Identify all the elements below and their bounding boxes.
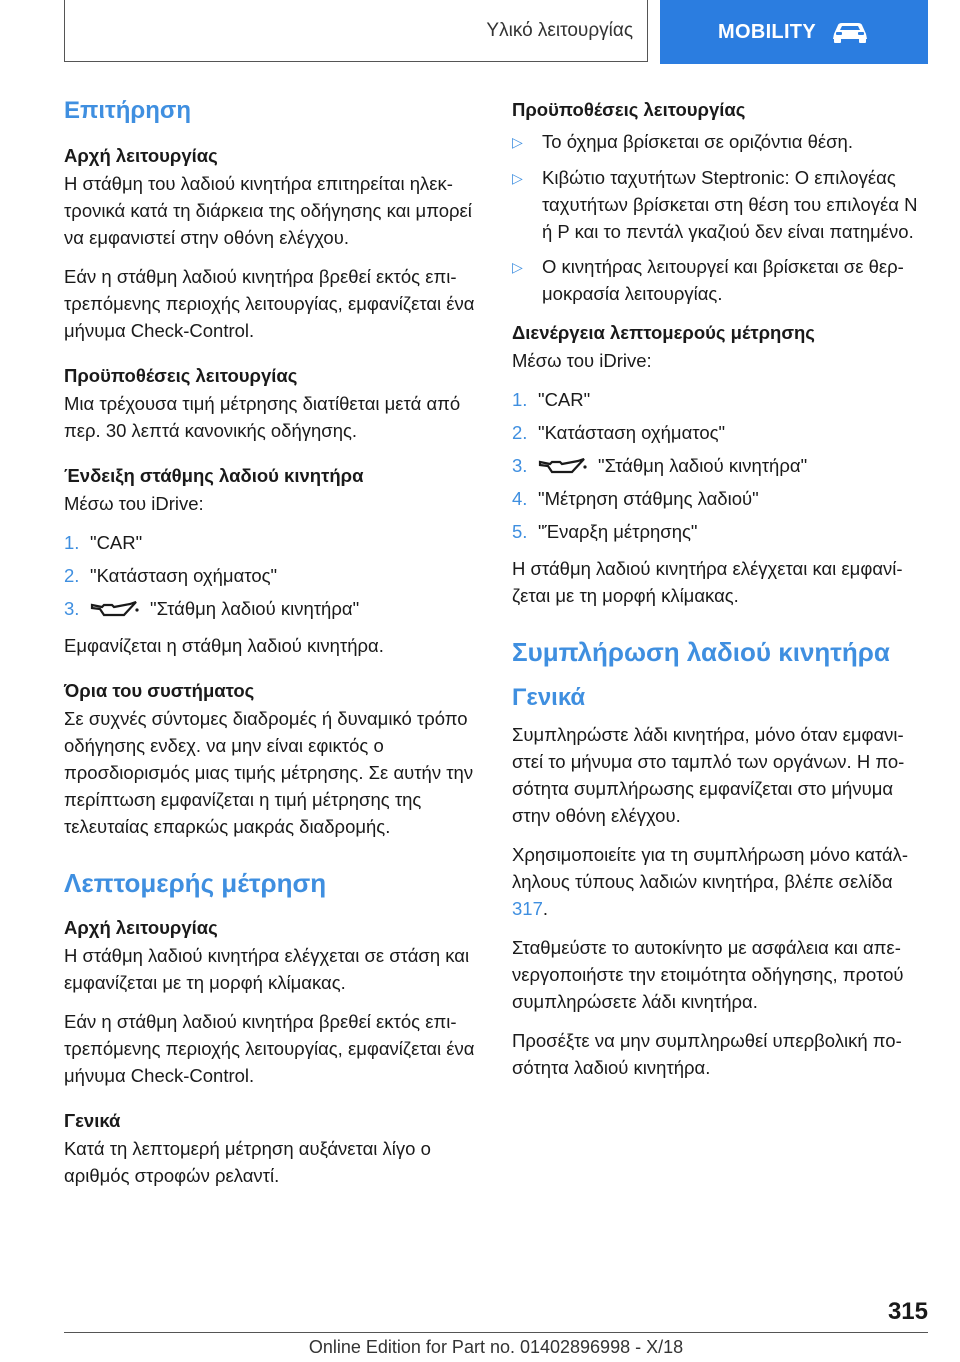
- page-number: 315: [887, 1298, 928, 1325]
- chapter-label: MOBILITY: [718, 20, 816, 43]
- oil-can-icon: [90, 601, 140, 619]
- triangle-bullet-icon: ▷: [512, 134, 523, 150]
- list-item: ▷ Κιβώτιο ταχυτήτων Steptronic: Ο επιλογέας ταχυτήτων βρίσκεται στη θέση του επιλογέα N ή P και το πεντάλ γκαζιού δεν είναι πατημένο.: [512, 164, 928, 245]
- heading-monitoring: Επιτήρηση: [64, 97, 192, 124]
- list-item: 5. "Έναρξη μέτρησης": [512, 521, 698, 542]
- triangle-bullet-icon: ▷: [512, 259, 523, 275]
- subheading-oil-level-display: Ένδειξη στάθμης λαδιού κινητήρα: [64, 465, 364, 486]
- subheading-prerequisites-right: Προϋποθέσεις λειτουργίας: [512, 99, 746, 120]
- paragraph-outside-range-2: Εάν η στάθμη λαδιού κινητήρα βρεθεί εκτός επιτρεπόμενης περιοχής λειτουργίας, εμφανίζεται ένα μήνυμα Check-Control.: [64, 1011, 475, 1086]
- list-item: 1. "CAR": [64, 532, 143, 553]
- subheading-principle-2: Αρχή λειτουργίας: [64, 917, 218, 938]
- subheading-prerequisites: Προϋποθέσεις λειτουργίας: [64, 365, 298, 386]
- subheading-system-limits: Όρια του συστήματος: [64, 680, 255, 701]
- subheading-general: Γενικά: [64, 1110, 121, 1131]
- paragraph-refill-4: Προσέξτε να μην συμπληρωθεί υπερβολική ποσότητα λαδιού κινητήρα.: [512, 1030, 902, 1078]
- list-item: 2. "Κατάσταση οχήματος": [512, 422, 726, 443]
- footer-edition: Online Edition for Part no. 01402896998 - X/18: [64, 1332, 928, 1358]
- car-icon: [830, 20, 870, 44]
- heading-general-right: Γενικά: [512, 684, 586, 711]
- triangle-bullet-icon: ▷: [512, 170, 523, 186]
- right-column: [512, 96, 928, 1093]
- heading-refill-oil: Συμπλήρωση λαδιού κινητήρα: [512, 637, 890, 667]
- chapter-tab[interactable]: [660, 0, 928, 64]
- prerequisites-list: [512, 128, 928, 307]
- list-item: ▷ Το όχημα βρίσκεται σε οριζόντια θέση.: [512, 128, 928, 156]
- paragraph-outside-range: Εάν η στάθμη λαδιού κινητήρα βρεθεί εκτός επιτρεπόμενης περιοχής λειτουργίας, εμφανίζεται ένα μήνυμα Check-Control.: [64, 266, 475, 341]
- paragraph-refill-3: Σταθμεύστε το αυτοκίνητο με ασφάλεια και απενεργοποιήστε την ετοιμότητα οδήγησης, προτού συμπληρώσετε λάδι κινητήρα.: [512, 937, 904, 1012]
- list-item: 4. "Μέτρηση στάθμης λαδιού": [512, 488, 759, 509]
- paragraph-via-idrive-right: Μέσω του iDrive:: [512, 350, 652, 371]
- paragraph-general: Κατά τη λεπτομερή μέτρηση αυξάνεται λίγο ο αριθμός στροφών ρελαντί.: [64, 1138, 431, 1186]
- subheading-principle: Αρχή λειτουργίας: [64, 145, 218, 166]
- steps-list-display: [64, 529, 484, 622]
- page-link-317[interactable]: 317: [512, 898, 543, 919]
- steps-list-measurement: [512, 386, 928, 545]
- paragraph-system-limits: Σε συχνές σύντομες διαδρομές ή δυναμικό τρόπο οδήγησης ενδεχ. να μην είναι εφικτός ο προσδιορισμός μιας τιμής μέτρησης. Σε αυτήν την περίπτωση εμφανίζεται η τιμή μέτρησης της τελευταίας επαρκώς μακράς διαδρομής.: [64, 708, 474, 837]
- paragraph-via-idrive: Μέσω του iDrive:: [64, 493, 204, 514]
- subheading-perform-measurement: Διενέργεια λεπτομερούς μέτρησης: [512, 322, 815, 343]
- paragraph-principle: Η στάθμη του λαδιού κινητήρα επιτηρείται ηλεκτρονικά κατά τη διάρκεια της οδήγησης και μπορεί να εμφανιστεί στην οθόνη ελέγχου.: [64, 173, 472, 248]
- section-title: Υλικό λειτουργίας: [64, 0, 648, 62]
- paragraph-level-checked: Η στάθμη λαδιού κινητήρα ελέγχεται και εμφανίζεται με τη μορφή κλίμακας.: [512, 558, 903, 606]
- list-item: 3. "Στάθμη λαδιού κινητήρα": [64, 598, 360, 619]
- page-header: [64, 0, 928, 64]
- list-item: 3. "Στάθμη λαδιού κινητήρα": [512, 455, 808, 476]
- heading-detailed-measurement: Λεπτομερής μέτρηση: [64, 868, 327, 898]
- list-item: 1. "CAR": [512, 389, 591, 410]
- list-item: 2. "Κατάσταση οχήματος": [64, 565, 278, 586]
- oil-can-icon: [538, 458, 588, 476]
- paragraph-refill-2: Χρησιμοποιείτε για τη συμπλήρωση μόνο κατάλληλους τύπους λαδιών κινητήρα, βλέπε σελίδα 317.: [512, 844, 909, 919]
- paragraph-level-shown: Εμφανίζεται η στάθμη λαδιού κινητήρα.: [64, 635, 384, 656]
- paragraph-prerequisites: Μια τρέχουσα τιμή μέτρησης διατίθεται μετά από περ. 30 λεπτά κανονικής οδήγησης.: [64, 393, 461, 441]
- paragraph-principle-2: Η στάθμη λαδιού κινητήρα ελέγχεται σε στάση και εμφανίζεται με τη μορφή κλίμακας.: [64, 945, 470, 993]
- list-item: ▷ Ο κινητήρας λειτουργεί και βρίσκεται σε θερμοκρασία λειτουργίας.: [512, 253, 928, 307]
- paragraph-refill-1: Συμπληρώστε λάδι κινητήρα, μόνο όταν εμφανιστεί το μήνυμα στο ταμπλό των οργάνων. Η ποσότητα συμπλήρωσης εμφανίζεται στο μήνυμα στην οθόνη ελέγχου.: [512, 724, 905, 826]
- left-column: [64, 96, 484, 1201]
